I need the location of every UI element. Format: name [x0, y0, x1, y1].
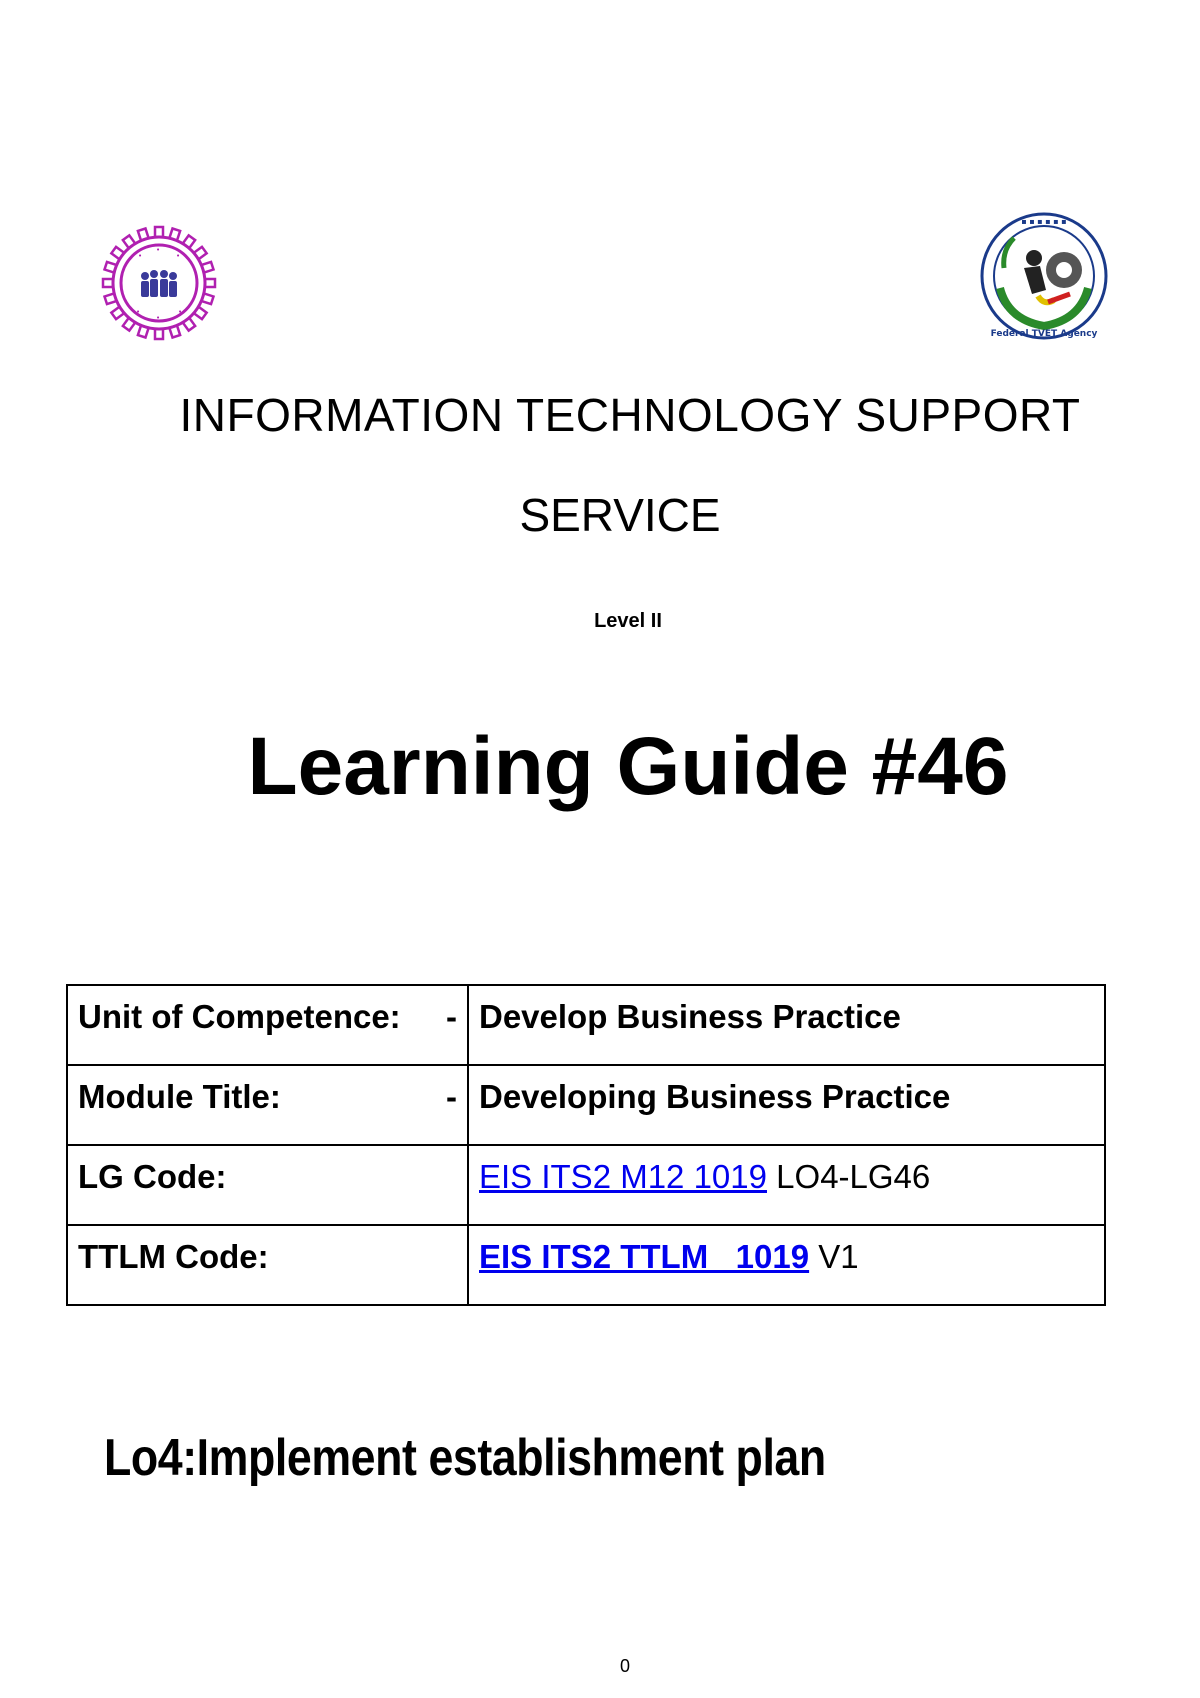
module-title-label-cell	[67, 1065, 468, 1145]
svg-text:•: •	[138, 252, 143, 260]
row-label: TTLM Code:	[78, 1238, 269, 1275]
ttlm-code-suffix: V1	[809, 1238, 859, 1275]
level-label: Level II	[594, 610, 662, 632]
lg-code-label-cell	[67, 1145, 468, 1225]
federal-tvet-agency-seal-icon	[978, 210, 1110, 342]
table-row	[67, 1145, 1105, 1225]
row-label: Unit of Competence:	[78, 998, 401, 1035]
left-emblem-logo-icon	[98, 222, 220, 344]
row-label: Module Title:	[78, 1078, 281, 1115]
table-row	[67, 1065, 1105, 1145]
svg-text:•: •	[178, 308, 183, 316]
learning-outcome-heading: Lo4:Implement establishment plan	[104, 1429, 826, 1487]
unit-of-competence-label-cell	[67, 985, 468, 1065]
table-row	[67, 985, 1105, 1065]
seal-text: Federal TVET Agency	[990, 329, 1098, 339]
lg-code-suffix: LO4-LG46	[767, 1158, 931, 1195]
guide-info-table	[66, 984, 1106, 1306]
page-title-line2: SERVICE	[519, 489, 721, 541]
page-number: 0	[619, 1656, 630, 1676]
svg-text:•: •	[156, 246, 161, 254]
svg-text:•: •	[156, 314, 161, 322]
ttlm-code-link[interactable]: EIS ITS2 TTLM 1019	[479, 1238, 810, 1275]
ttlm-code-label-cell	[67, 1225, 468, 1305]
learning-guide-title: Learning Guide #46	[247, 721, 1009, 812]
row-dash: -	[446, 998, 457, 1035]
unit-of-competence-value: Develop Business Practice	[468, 985, 1105, 1065]
svg-text:•: •	[176, 252, 181, 260]
ttlm-code-value	[468, 1225, 1105, 1305]
svg-text:▪ ▪ ▪ ▪ ▪ ▪: ▪ ▪ ▪ ▪ ▪ ▪	[1021, 217, 1067, 226]
row-label: LG Code:	[78, 1158, 227, 1195]
module-title-value: Developing Business Practice	[468, 1065, 1105, 1145]
lg-code-link[interactable]: EIS ITS2 M12 1019	[479, 1158, 767, 1195]
page-title-line1: INFORMATION TECHNOLOGY SUPPORT	[179, 389, 1081, 441]
row-dash: -	[446, 1078, 457, 1115]
lg-code-value	[468, 1145, 1105, 1225]
svg-text:•: •	[136, 308, 141, 316]
table-row	[67, 1225, 1105, 1305]
